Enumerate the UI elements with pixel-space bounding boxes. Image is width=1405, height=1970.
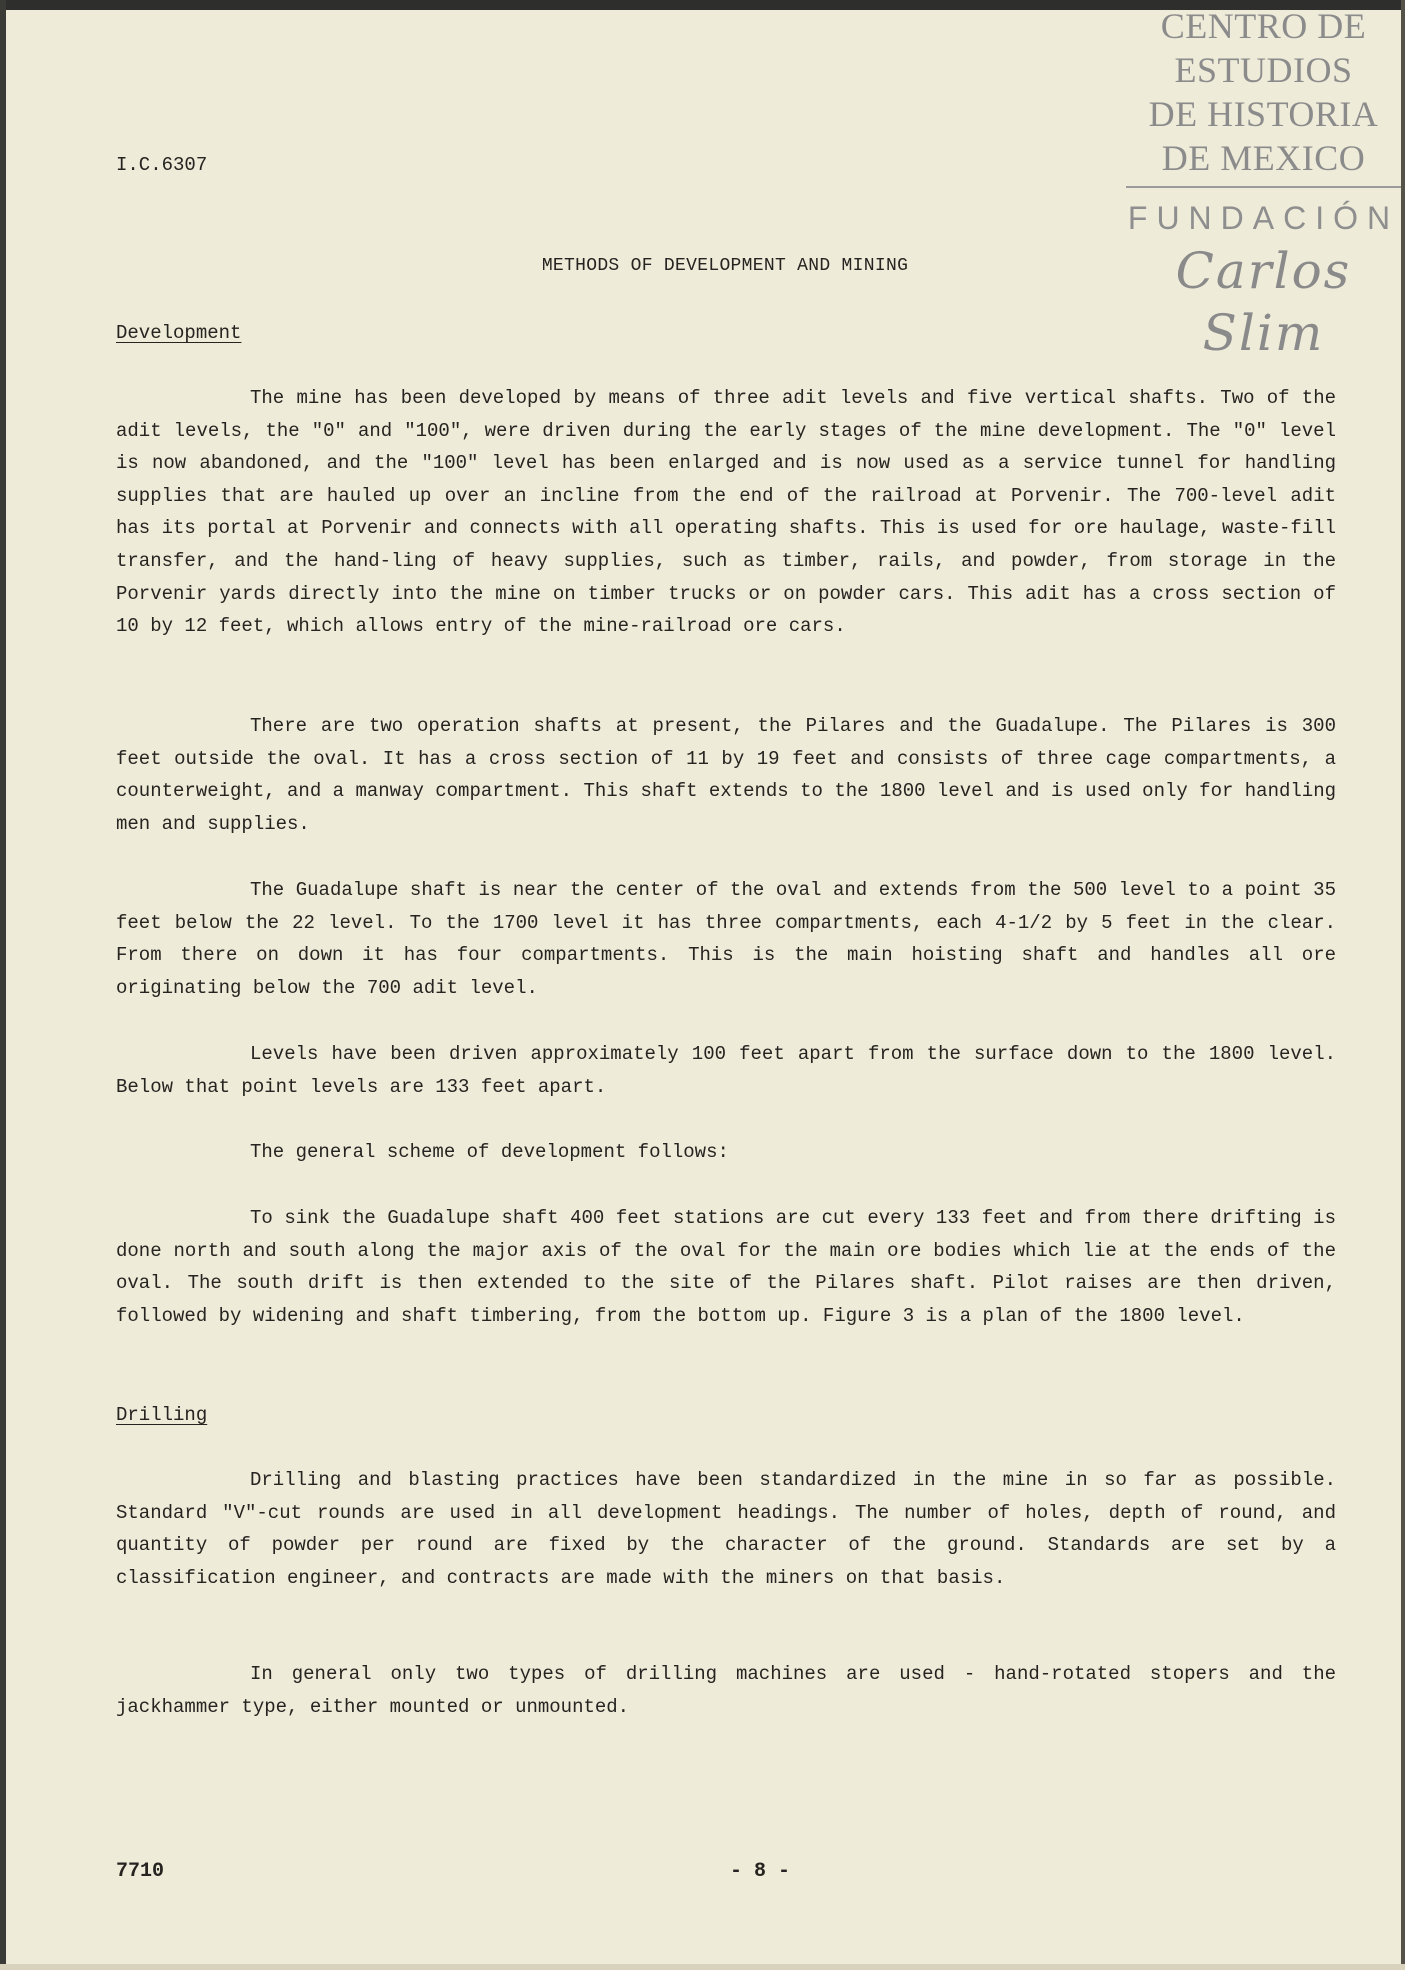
document-id: I.C.6307	[116, 154, 208, 176]
paragraph-operation-shafts: There are two operation shafts at present, the Pilares and the Guadalupe. The Pilares is 300 feet outside the oval. It has a cross section of 11 by 19 feet and consists of three cage compartments, a counterweight, and a manway compartment. This shaft extends to the 1800 level and is used only for handling men and supplies.	[116, 715, 1336, 835]
paragraph-level-spacing: Levels have been driven approximately 100 feet apart from the surface down to the 1800 level. Below that point levels are 133 feet apart.	[116, 1043, 1336, 1098]
stamp-line-2: ESTUDIOS	[1174, 50, 1353, 90]
heading-development: Development	[116, 322, 242, 344]
paragraph-drilling-practices: Drilling and blasting practices have been standardized in the mine in so far as possible. Standard "V"-cut rounds are used in all development headings. The number of holes, depth of round, and quantity of powder per round are fixed by the character of the ground. Standards are set by a classification engineer, and contracts are made with the miners on that basis.	[116, 1469, 1336, 1589]
footer-number: 7710	[116, 1860, 165, 1883]
stamp-line-3: DE HISTORIA	[1148, 94, 1379, 134]
stamp-signature: Carlos Slim	[1175, 242, 1352, 362]
paragraph-scheme-details: To sink the Guadalupe shaft 400 feet stations are cut every 133 feet and from there drifting is done north and south along the major axis of the oval for the main ore bodies which lie at the ends of the oval. The south drift is then extended to the site of the Pilares shaft. Pilot raises are then driven, followed by widening and shaft timbering, from the bottom up. Figure 3 is a plan of the 1800 level.	[116, 1207, 1336, 1327]
scan-edge-bottom	[0, 1964, 1405, 1970]
paragraph-drilling-machines: In general only two types of drilling machines are used - hand-rotated stopers and the jackhammer type, either mounted or unmounted.	[116, 1663, 1336, 1718]
paragraph-guadalupe-shaft: The Guadalupe shaft is near the center of the oval and extends from the 500 level to a point 35 feet below the 22 level. To the 1700 level it has three compartments, each 4-1/2 by 5 feet in the clear. From there on down it has four compartments. This is the main hoisting shaft and handles all ore originating below the 700 adit level.	[116, 879, 1336, 999]
stamp-divider	[1126, 186, 1401, 188]
stamp-fundacion: FUNDACIÓN	[1127, 200, 1400, 236]
page-title: METHODS OF DEVELOPMENT AND MINING	[541, 256, 909, 276]
heading-drilling: Drilling	[116, 1404, 208, 1426]
stamp-line-1: CENTRO DE	[1160, 6, 1367, 46]
paragraph-adit-levels: The mine has been developed by means of three adit levels and five vertical shafts. Two of the adit levels, the "0" and "100", were driven during the early stages of the mine development. The "0" level is now abandoned, and the "100" level has been enlarged and is now used as a service tunnel for handling supplies that are hauled up over an incline from the end of the railroad at Porvenir. The 700-level adit has its portal at Porvenir and connects with all operating shafts. This is used for ore haulage, waste-fill transfer, and the hand-ling of heavy supplies, such as timber, rails, and powder, from storage in the Porvenir yards directly into the mine on timber trucks or on powder cars. This adit has a cross section of 10 by 12 feet, which allows entry of the mine-railroad ore cars.	[116, 387, 1336, 638]
page-number: - 8 -	[729, 1860, 790, 1883]
stamp-line-4: DE MEXICO	[1161, 138, 1366, 178]
paragraph-scheme-intro: The general scheme of development follows:	[250, 1141, 729, 1163]
archive-stamp	[1122, 4, 1405, 364]
scan-edge-left	[0, 0, 6, 1970]
